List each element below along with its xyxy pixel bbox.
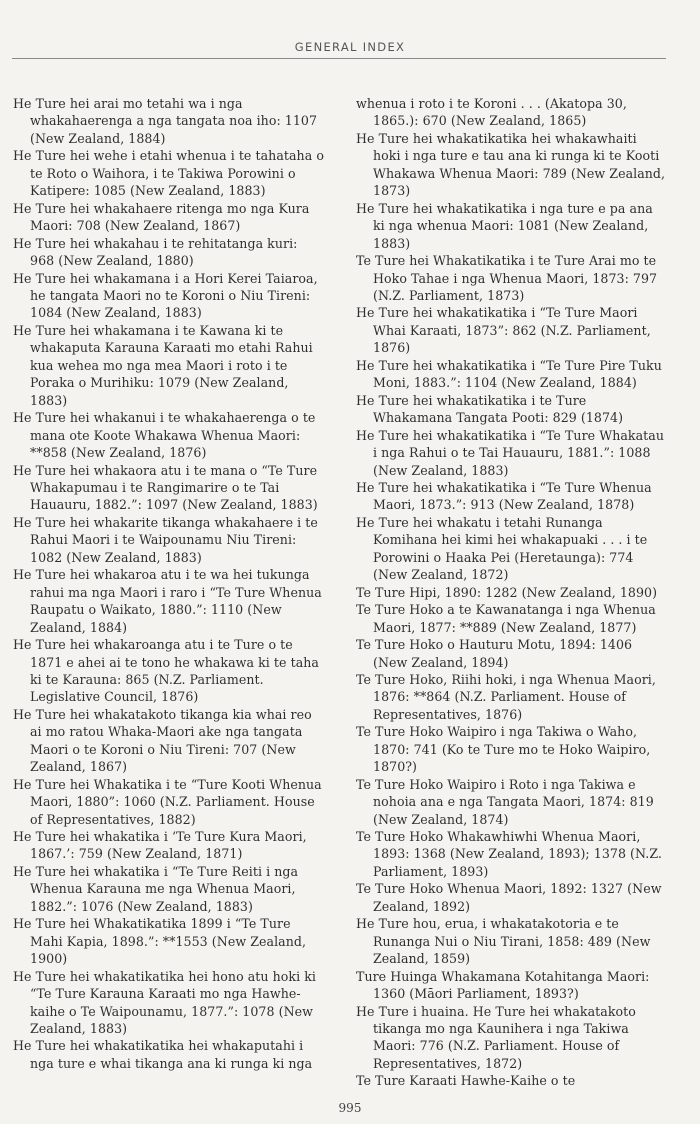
index-entry: He Ture hou, erua, i whakatakotoria e te Runanga Nui o Niu Tirani, 1858: 489 (New Zealand, 1859) [356,916,651,967]
index-entry: He Ture hei whakatikatika hei whakaputahi i nga ture e whai tikanga ana ki runga ki nga [13,1038,313,1071]
index-entry: He Ture hei whakaroanga atu i te Ture o te 1871 e ahei ai te tono he whakawa ki te taha ki te Karauna: 865 (N.Z. Parliament. Legislative Council, 1876) [13,637,319,705]
page-header: GENERAL INDEX [294,40,406,54]
index-entry: He Ture hei whakanui i te whakahaerenga o te mana ote Koote Whakawa Whenua Maori: **858 (New Zealand, 1876) [13,410,316,461]
index-entry: He Ture hei whakatakoto tikanga kia whai reo ai mo ratou Whaka-Maori ake nga tangata Maori o te Koroni o Niu Tireni: 707 (New Zealand, 1867) [13,706,312,775]
index-entry: Te Ture Hipi, 1890: 1282 (New Zealand, 1890) [356,584,658,600]
index-entry: He Ture hei whakahaere ritenga mo nga Kura Maori: 708 (New Zealand, 1867) [13,200,310,234]
index-entry: He Ture hei arai mo tetahi wa i nga whakahaerenga a nga tangata noa iho: 1107 (New Zealand, 1884) [13,96,318,146]
index-entry: whenua i roto i te Koroni . . . (Akatopa 30, 1865.): 670 (New Zealand, 1865) [356,96,627,129]
index-entry: He Ture hei whakatikatika i “Te Ture Pire Tuku Moni, 1883.”: 1104 (New Zealand, 1884) [356,357,662,391]
page-number: 995 [338,1101,362,1115]
index-entry: He Ture hei Whakatika i te “Ture Kooti Whenua Maori, 1880”: 1060 (N.Z. Parliament. House of Representatives, 1882) [13,776,322,827]
index-entry: Ture Huinga Whakamana Kotahitanga Maori: 1360 (Māori Parliament, 1893?) [356,968,650,1002]
index-entry: He Ture hei whakatikatika i te Ture Whakamana Tangata Pooti: 829 (1874) [356,392,624,426]
index-entry: He Ture hei whakatika i “Te Ture Reiti i nga Whenua Karauna me nga Whenua Maori, 1882.”: 1076 (New Zealand, 1883) [13,863,299,914]
index-entry: He Ture hei wehe i etahi whenua i te tahataha o te Roto o Waihora, i te Takiwa Porowini o Katipere: 1085 (New Zealand, 1883) [13,148,324,199]
index-entry: Te Ture Hoko a te Kawanatanga i nga Whenua Maori, 1877: **889 (New Zealand, 1877) [356,602,656,635]
index-entry: He Ture hei whakahau i te rehitatanga kuri: 968 (New Zealand, 1880) [13,235,298,269]
index-entry: He Ture hei whakatikatika i “Te Ture Whenua Maori, 1873.”: 913 (New Zealand, 1878) [356,479,652,513]
index-entry: Te Ture Hoko Waipiro i Roto i nga Takiwa e nohoia ana e nga Tangata Maori, 1874: 819 (New Zealand, 1874) [356,776,654,827]
index-entry: He Ture hei whakaora atu i te mana o “Te Ture Whakapumau i te Rangimarire o te Tai Hauauru, 1882.”: 1097 (New Zealand, 1883) [13,462,318,513]
index-entry: Te Ture Hoko Whenua Maori, 1892: 1327 (New Zealand, 1892) [356,881,662,914]
index-entry: He Ture hei whakarite tikanga whakahaere i te Rahui Maori i te Waipounamu Niu Tireni: 1082 (New Zealand, 1883) [13,514,318,565]
header-rule [12,58,666,59]
index-entry: He Ture hei Whakatikatika 1899 i “Te Ture Mahi Kapia, 1898.”: **1553 (New Zealand, 1900) [13,916,307,967]
index-entry: He Ture hei whakatika i ‘Te Ture Kura Maori, 1867.’: 759 (New Zealand, 1871) [13,829,307,862]
index-entry: Te Ture Karaati Hawhe-Kaihe o te [356,1073,576,1089]
index-column-left [13,95,325,1072]
index-entry: He Ture hei whakamana i a Hori Kerei Taiaroa, he tangata Maori no te Koroni o Niu Tireni: 1084 (New Zealand, 1883) [13,270,318,321]
index-entry: He Ture i huaina. He Ture hei whakatakoto tikanga mo nga Kaunihera i nga Takiwa Maori: 776 (N.Z. Parliament. House of Representatives, 1872) [356,1003,636,1071]
index-entry: He Ture hei whakatikatika i nga ture e pa ana ki nga whenua Maori: 1081 (New Zealand, 1883) [356,200,653,251]
index-entry: He Ture hei whakatikatika hei hono atu hoki ki “Te Ture Karauna Karaati mo nga Hawhe-kaihe o Te Waipounamu, 1877.”: 1078 (New Zealand, 1883) [13,968,316,1037]
index-entry: Te Ture Hoko Whakawhiwhi Whenua Maori, 1893: 1368 (New Zealand, 1893); 1378 (N.Z. Parliament, 1893) [356,829,662,879]
index-entry: Te Ture Hoko, Riihi hoki, i nga Whenua Maori, 1876: **864 (N.Z. Parliament. House of Representatives, 1876) [356,671,656,722]
index-entry: He Ture hei whakatikatika i “Te Ture Maori Whai Karaati, 1873”: 862 (N.Z. Parliament, 1876) [356,305,651,356]
index-entry: Te Ture hei Whakatikatika i te Ture Arai mo te Hoko Tahae i nga Whenua Maori, 1873: 797 (N.Z. Parliament, 1873) [356,253,658,303]
index-entry: He Ture hei whakatikatika hei whakawhaiti hoki i nga ture e tau ana ki runga ki te Kooti Whakawa Whenua Maori: 789 (New Zealand, 1873) [356,130,666,199]
index-entry: Te Ture Hoko Waipiro i nga Takiwa o Waho, 1870: 741 (Ko te Ture mo te Hoko Waipiro, 1870?) [356,724,651,775]
index-entry: He Ture hei whakamana i te Kawana ki te whakaputa Karauna Karaati mo etahi Rahui kua wehea mo nga mea Maori i roto i te Poraka o Murihiku: 1079 (New Zealand, 1883) [13,322,313,408]
index-entry: He Ture hei whakaroa atu i te wa hei tukunga rahui ma nga Maori i raro i “Te Ture Whenua Raupatu o Waikato, 1880.”: 1110 (New Zealand, 1884) [13,567,322,635]
index-entry: Te Ture Hoko o Hauturu Motu, 1894: 1406 (New Zealand, 1894) [356,637,633,670]
index-column-right [356,95,668,1090]
index-entry: He Ture hei whakatikatika i “Te Ture Whakatau i nga Rahui o te Tai Hauauru, 1881.”: 1088 (New Zealand, 1883) [356,427,664,478]
index-entry: He Ture hei whakatu i tetahi Runanga Komihana hei kimi hei whakapuaki . . . i te Porowini o Haaka Pei (Heretaunga): 774 (New Zealand, 1872) [356,514,648,583]
